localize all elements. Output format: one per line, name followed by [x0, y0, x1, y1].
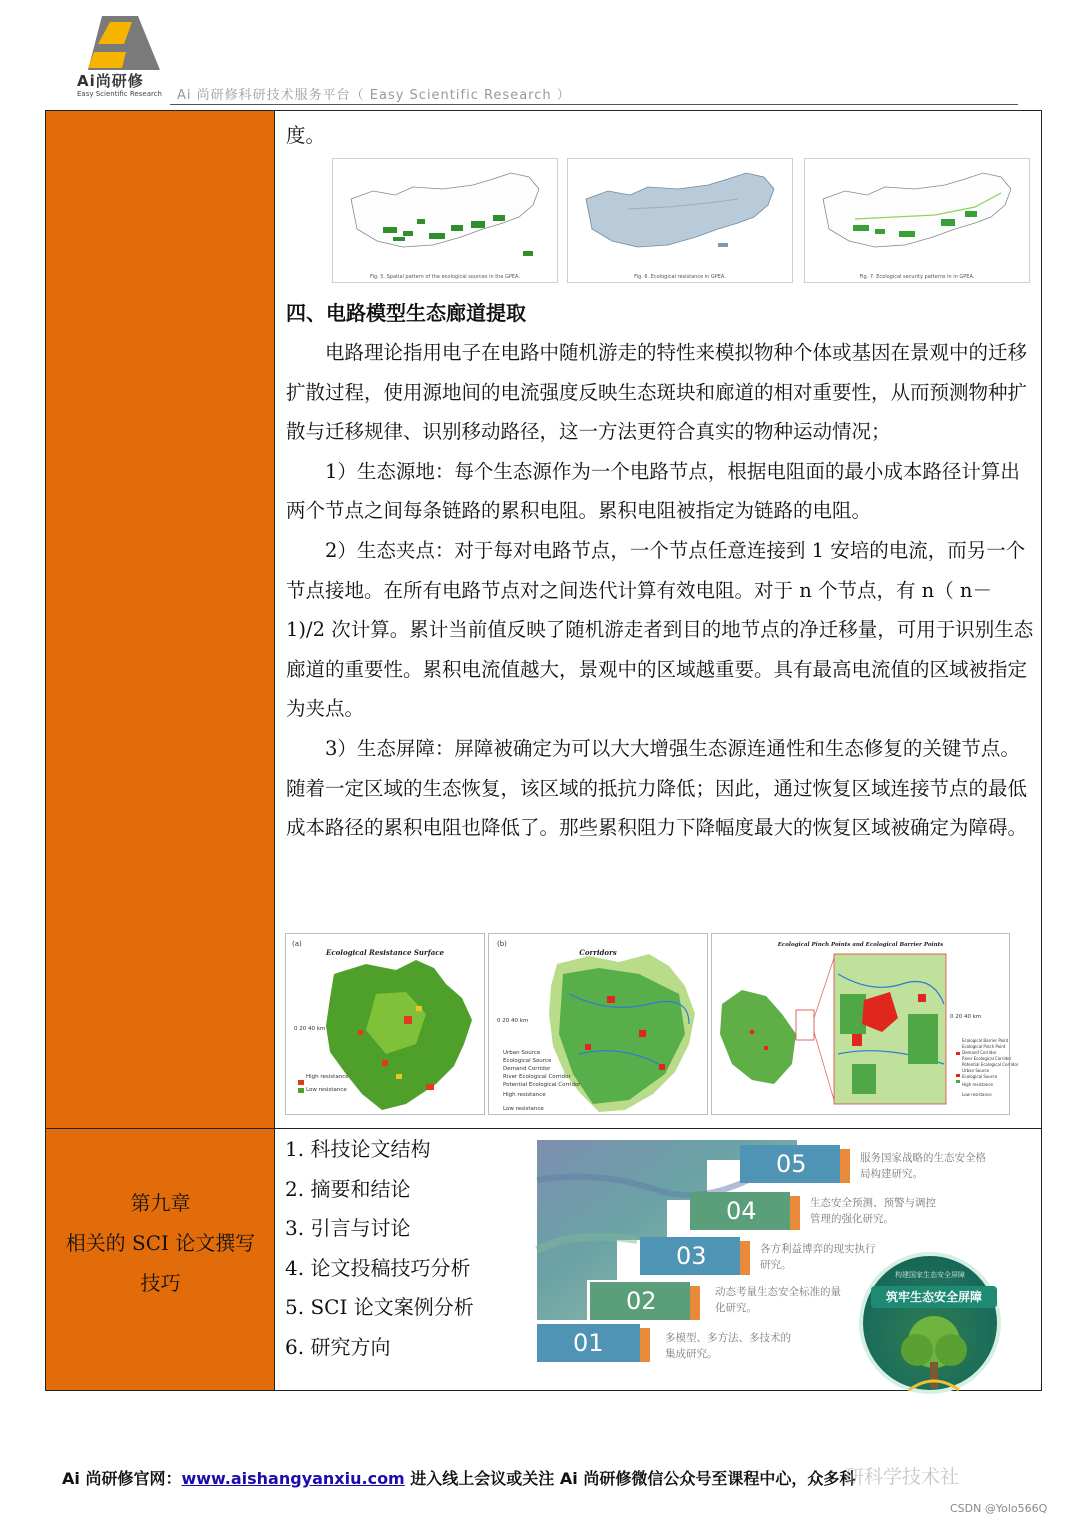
figure-caption-3: Fig. 7. Ecological security patterns in in GPEA.: [859, 274, 975, 280]
topic-list: [285, 1130, 474, 1367]
scale-bar-a: 0 20 40 km: [294, 1026, 326, 1032]
figure-corridors-strip: [285, 933, 1019, 1115]
chapter-number: 第九章: [130, 1191, 191, 1215]
step-desc: 多模型、多方法、多技术的集成研究。: [665, 1332, 791, 1360]
top-row-content: [286, 116, 1036, 156]
step-04: [690, 1192, 790, 1230]
step-number: 01: [573, 1329, 604, 1357]
header-divider: [170, 104, 1018, 105]
legend-b-1: Urban Source: [503, 1050, 541, 1056]
legend-c-8: High resistance: [962, 1082, 993, 1087]
corridors-map-image: [489, 934, 709, 1116]
pinch-barrier-map-image: [712, 934, 1011, 1116]
research-direction-infographic: [537, 1140, 1017, 1372]
figure-caption-2: Fig. 6. Ecological resistance in GPEA.: [634, 274, 726, 280]
eco-security-badge: [859, 1252, 1001, 1394]
figure-panel-sources: [332, 158, 558, 283]
scale-bar-c: 0 20 40 km: [950, 1014, 982, 1020]
step-number: 04: [726, 1197, 757, 1225]
legend-c-5: Potential Ecological Corridor: [962, 1062, 1019, 1067]
list-item: 4. 论文投稿技巧分析: [285, 1255, 471, 1280]
step-tick: [740, 1241, 750, 1275]
logo-subtitle: Easy Scientific Research: [77, 90, 162, 98]
legend-c-1: Ecological Barrier Point: [962, 1038, 1009, 1043]
figure-caption-1: Fig. 5. Spatial pattern of the ecological sources in the GPEA.: [370, 274, 520, 280]
paragraph-intro: 电路理论指用电子在电路中随机游走的特性来模拟物种个体或基因在景观中的迁移扩散过程，使用源地间的电流强度反映生态斑块和廊道的相对重要性，从而预测物种扩散与迁移规律、识别移动路径，这一方法更符合真实的物种运动情况；: [286, 341, 1028, 444]
row-divider: [46, 1128, 1041, 1129]
logo: [75, 12, 170, 102]
figure-panel-resistance-surface: [285, 933, 485, 1115]
step-number: 02: [626, 1287, 657, 1315]
website-link[interactable]: www.aishangyanxiu.com: [181, 1469, 405, 1488]
step-desc: 各方利益博弈的现实执行研究。: [760, 1243, 876, 1271]
step-number: 03: [676, 1242, 707, 1270]
panel-b-title: Corridors: [579, 948, 617, 957]
list-item: 1. 科技论文结构: [285, 1137, 431, 1161]
logo-text: Ai尚研修: [77, 72, 144, 90]
scale-bar-b: 0 20 40 km: [497, 1018, 529, 1024]
figure-panel-corridors: [488, 933, 708, 1115]
header-title: Ai 尚研修科研技术服务平台（ Easy Scientific Research ）: [177, 88, 571, 103]
panel-a-title: Ecological Resistance Surface: [326, 948, 444, 957]
panel-b-label: (b): [497, 940, 507, 948]
list-item: 3. 引言与讨论: [285, 1216, 411, 1240]
step-desc: 动态考量生态安全标准的量化研究。: [715, 1286, 841, 1314]
footer-prefix: Ai 尚研修官网：: [62, 1469, 182, 1488]
step-number: 05: [776, 1150, 807, 1178]
step-desc: 生态安全预测、预警与调控管理的强化研究。: [810, 1197, 936, 1225]
badge-title: 筑牢生态安全屏障: [871, 1286, 997, 1308]
paragraph-item-1: 1）生态源地：每个生态源作为一个电路节点，根据电阻面的最小成本路径计算出两个节点之间每条链路的累积电阻。累积电阻被指定为链路的电阻。: [286, 459, 1020, 523]
step-desc: 服务国家战略的生态安全格局构建研究。: [860, 1152, 986, 1180]
figure-panel-security: [804, 158, 1030, 283]
step-01: [537, 1324, 640, 1362]
legend-b-5: Potential Ecological Corridor: [503, 1082, 581, 1088]
legend-high-a: High resistance: [306, 1074, 349, 1080]
text-fragment: 度。: [286, 124, 326, 147]
step-03: [640, 1237, 740, 1275]
step-tick: [640, 1328, 650, 1362]
map-resistance-image: [568, 159, 792, 269]
legend-c-2: Ecological Pinch Point: [962, 1044, 1006, 1049]
panel-a-label: (a): [292, 940, 302, 948]
list-item: 5. SCI 论文案例分析: [285, 1295, 474, 1319]
paragraph-item-3: 3）生态屏障：屏障被确定为可以大大增强生态源连通性和生态修复的关键节点。随着一定区域的生态恢复，该区域的抵抗力降低；因此，通过恢复区域连接节点的最低成本路径的累积电阻也降低了。那些累积阻力下降幅度最大的恢复区域被确定为障碍。: [286, 736, 1028, 840]
footer-suffix: 进入线上会议或关注 Ai 尚研修微信公众号至课程中心，众多科: [404, 1469, 856, 1488]
watermark-text: 研科学技术社: [845, 1466, 960, 1488]
legend-c-7: Ecological Source: [962, 1074, 998, 1079]
badge-top-text: 构建国家生态安全屏障: [895, 1271, 965, 1279]
map-security-image: [805, 159, 1029, 269]
legend-b-2: Ecological Source: [503, 1058, 552, 1064]
legend-c-9: Low resistance: [962, 1092, 992, 1097]
tree-icon: [889, 1312, 979, 1392]
section-heading: 四、电路模型生态廊道提取: [286, 301, 526, 325]
step-tick: [690, 1286, 700, 1320]
paragraph-item-2: 2）生态夹点：对于每对电路节点，一个节点任意连接到 1 安培的电流，而另一个节点接地。在所有电路节点对之间迭代计算有效电阻。对于 n 个节点，有 n（ n－ 1)/2 次计算。累计当前值反映了随机游走者到目的地节点的净迁移量，可用于识别生态廊道的重要性。累积电流值越大，景观中的区域越重要。具有最高电流值的区域被指定为夹点。: [286, 538, 1034, 721]
legend-c-6: Urban Source: [962, 1068, 990, 1073]
logo-icon: [80, 12, 160, 72]
legend-b-6: High resistance: [503, 1092, 546, 1098]
step-tick: [790, 1196, 800, 1230]
map-sources-image: [333, 159, 557, 269]
csdn-credit: CSDN @Yolo566Q: [950, 1502, 1048, 1515]
panel-c-title: Ecological Pinch Points and Ecological Barrier Points: [777, 942, 944, 948]
chapter-title: [46, 1183, 275, 1303]
figure-maps-strip: [285, 158, 1030, 283]
page-header: [0, 0, 1080, 110]
chapter-name-cont: 技巧: [140, 1271, 181, 1295]
legend-c-3: Demand Corridor: [962, 1050, 997, 1055]
list-item: 2. 摘要和结论: [285, 1176, 411, 1201]
figure-panel-pinch-barrier: [711, 933, 1019, 1115]
step-tick: [840, 1149, 850, 1183]
step-02: [590, 1282, 690, 1320]
figure-panel-resistance: [567, 158, 793, 283]
chapter-name: 相关的 SCI 论文撰写: [65, 1231, 256, 1255]
legend-b-3: Demand Corridor: [503, 1066, 551, 1072]
legend-b-7: Low resistance: [503, 1106, 544, 1112]
legend-b-4: River Ecological Corridor: [503, 1074, 571, 1080]
legend-low-a: Low resistance: [306, 1087, 347, 1093]
list-item: 6. 研究方向: [285, 1334, 391, 1359]
legend-c-4: River Ecological Corridor: [962, 1056, 1012, 1061]
step-05: [740, 1145, 840, 1183]
section-text: [286, 293, 1036, 848]
